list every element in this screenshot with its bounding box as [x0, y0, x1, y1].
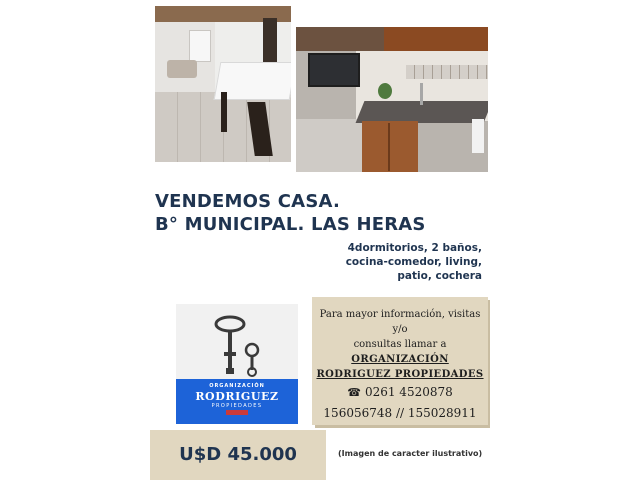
details-line-1: 4dormitorios, 2 baños, — [347, 242, 482, 254]
info-line-1: Para mayor información, visitas y/o — [319, 309, 481, 335]
logo-line-3: PROPIEDADES — [211, 403, 263, 409]
living-room-photo — [155, 6, 291, 162]
phone-number-1[interactable]: 0261 4520878 — [364, 385, 453, 399]
org-name-line-2: RODRIGUEZ PROPIEDADES — [316, 369, 484, 380]
info-line-2: consultas llamar a — [353, 339, 447, 350]
illustrative-caption: (Imagen de caracter ilustrativo) — [338, 449, 483, 458]
listing-poster — [150, 0, 490, 480]
phone-line-1 — [312, 382, 488, 403]
price: U$D 45.000 — [179, 444, 297, 465]
title-line-1: VENDEMOS CASA. — [155, 191, 340, 212]
logo-line-1: ORGANIZACIÓN — [209, 383, 265, 389]
agency-logo — [176, 304, 298, 424]
phone-number-2[interactable]: 156056748 // 155028911 — [323, 406, 477, 420]
kitchen-photo — [296, 27, 488, 172]
contact-info-box — [312, 297, 488, 425]
details-line-3: patio, cochera — [397, 270, 482, 282]
listing-title — [155, 190, 485, 236]
logo-accent — [226, 410, 248, 415]
property-details — [282, 241, 482, 283]
details-line-2: cocina-comedor, living, — [345, 256, 482, 268]
org-name-line-1: ORGANIZACIÓN — [351, 354, 449, 365]
logo-line-2: RODRIGUEZ — [195, 390, 279, 403]
contact-info — [312, 307, 488, 423]
phone-icon: ☎ — [347, 386, 361, 399]
key-icon — [208, 310, 268, 378]
title-line-2: B° MUNICIPAL. LAS HERAS — [155, 214, 426, 235]
price-box — [150, 430, 326, 480]
